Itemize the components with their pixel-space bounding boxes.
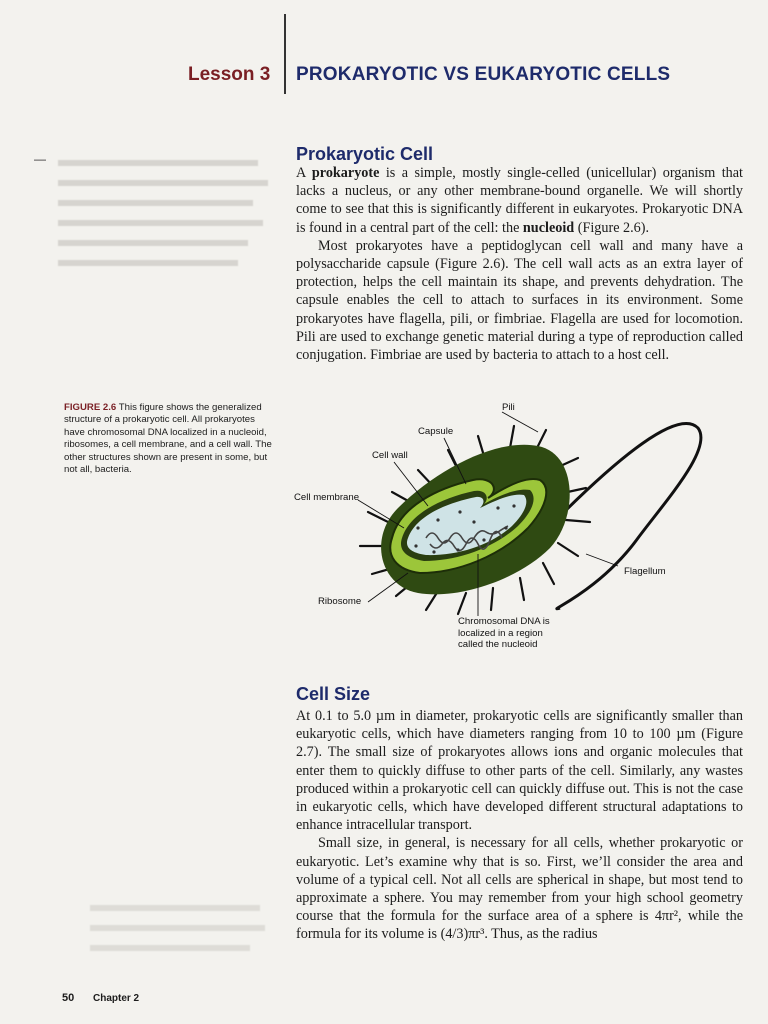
label-flagellum: Flagellum xyxy=(624,566,666,577)
paragraph: At 0.1 to 5.0 µm in diameter, prokaryotic cells are significantly smaller than eukaryotic cells, which have diameters ranging from 10 to 100 µm (Figure 2.7). The small size of prokaryotes allows ions and organic molecules that enter them to quickly diffuse to other parts of the cell. Similarly, any wastes produced within a prokaryotic cell can quickly diffuse out. This is not the case in eukaryotic cells, which have developed different structural adaptations to enhance intracellular transport. xyxy=(296,708,743,834)
flagellum-shape xyxy=(556,424,701,609)
chapter-label: Chapter 2 xyxy=(93,993,140,1004)
figure-caption: FIGURE 2.6 This figure shows the generalized structure of a prokaryotic cell. All prokaryotes have chromosomal DNA localized in a nucleoid, ribosomes, a cell membrane, and a cell wall. The other structures shown are present in some, but not all, bacteria. xyxy=(64,402,272,476)
label-pili: Pili xyxy=(502,402,515,413)
label-capsule: Capsule xyxy=(418,426,454,437)
bleed-through-block-lower xyxy=(90,905,270,945)
label-ribosome: Ribosome xyxy=(318,596,362,607)
label-cell-membrane: Cell membrane xyxy=(294,492,360,503)
label-chromosomal-dna: Chromosomal DNA is localized in a region called the nucleoid xyxy=(458,616,550,650)
section-heading-prokaryotic-cell: Prokaryotic Cell xyxy=(296,144,434,164)
page-title: PROKARYOTIC VS EUKARYOTIC CELLS xyxy=(296,64,671,85)
paragraph: Small size, in general, is necessary for all cells, whether prokaryotic or eukaryotic. Let’s examine why that is so. First, we’ll consider the area and volume of a typical cell. Not all cells are spherical in shape, but most tend to approximate a sphere. You may remember from your high school geometry course that the formula for the surface area of a sphere is 4πr², while the formula for its volume is (4/3)πr³. Thus, as the radius xyxy=(296,835,743,943)
cell-size-text xyxy=(296,707,743,944)
term-nucleoid: nucleoid xyxy=(522,219,575,236)
margin-mark: — xyxy=(34,152,46,166)
label-cell-wall: Cell wall xyxy=(372,450,408,461)
prokaryotic-cell-text xyxy=(296,164,743,364)
header-divider xyxy=(284,14,286,94)
section-heading-cell-size: Cell Size xyxy=(296,684,371,704)
page-number: 50 xyxy=(62,992,75,1004)
figure-number: FIGURE 2.6 xyxy=(64,402,117,413)
bleed-through-block xyxy=(58,160,278,270)
term-prokaryote: prokaryote xyxy=(311,165,380,181)
lesson-label: Lesson 3 xyxy=(188,64,271,85)
paragraph: A prokaryote is a simple, mostly single-celled (unicellular) organism that lacks a nucleus, or any other membrane-bound organelle. We will shortly come to see that this is significantly different in eukaryotes. Prokaryotic DNA is found in a central part of the cell: the nucleoid (Figure 2.6). xyxy=(296,165,743,236)
paragraph: Most prokaryotes have a peptidoglycan cell wall and many have a polysaccharide capsule (Figure 2.6). The cell wall acts as an extra layer of protection, helps the cell maintain its shape, and prevents dehydration. The capsule enables the cell to attach to surfaces in its environment. Some prokaryotes have flagella, pili, or fimbriae. Flagella are used for locomotion. Pili are used to exchange genetic material during a type of reproduction called conjugation. Fimbriae are used by bacteria to attach to a host cell. xyxy=(296,237,743,364)
prokaryotic-cell-figure xyxy=(288,388,748,688)
